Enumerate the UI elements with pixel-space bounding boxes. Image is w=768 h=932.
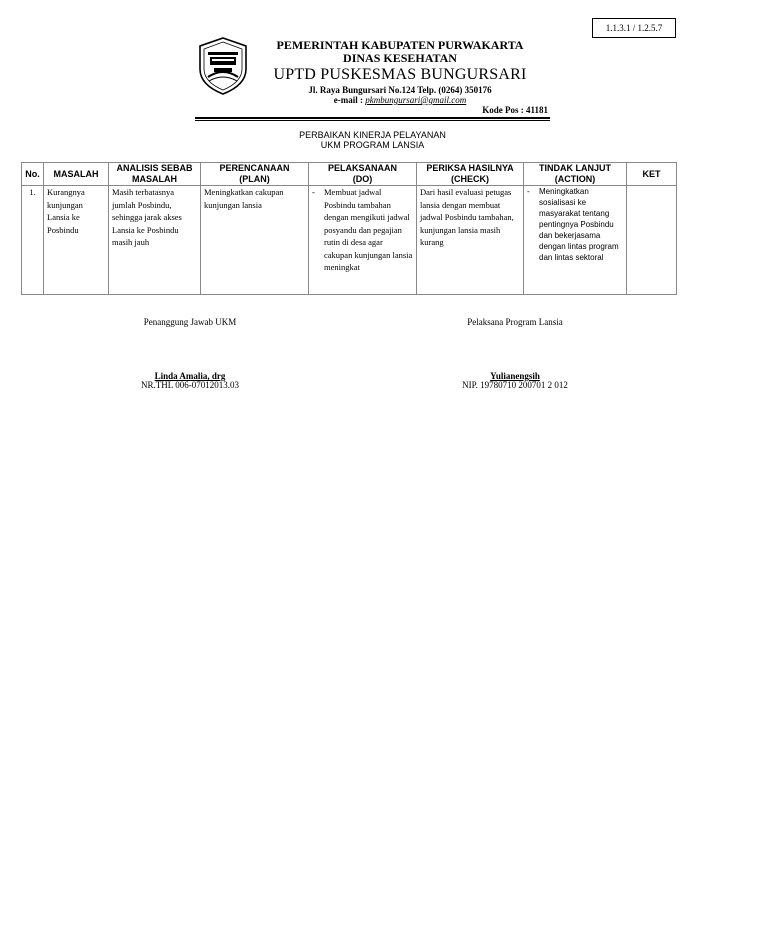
header-perencanaan-label: PERENCANAAN: [219, 163, 290, 173]
header-postal-code: Kode Pos : 41181: [482, 105, 548, 115]
table-header-row: [22, 163, 677, 186]
regency-emblem-icon: [197, 37, 249, 95]
header-analisis: ANALISIS SEBAB MASALAH: [109, 163, 201, 186]
signature-right-id: NIP. 19780710 200701 2 012: [462, 380, 568, 390]
bullet-dash: -: [312, 187, 315, 197]
header-periksa-label: PERIKSA HASILNYA: [426, 163, 514, 173]
header-tindak-sub: (ACTION): [554, 174, 596, 184]
header-divider: [195, 117, 550, 119]
cell-tindak-lanjut: [524, 186, 627, 295]
header-tindak-label: TINDAK LANJUT: [539, 163, 611, 173]
email-link[interactable]: pkmbungursari@gmail.com: [365, 95, 467, 105]
header-pelaksanaan-sub: (DO): [352, 174, 373, 184]
header-perencanaan: [201, 163, 309, 186]
header-pelaksanaan-label: PELAKSANAAN: [327, 163, 397, 173]
pdca-table: [21, 162, 677, 295]
cell-ket: [627, 186, 677, 295]
signature-right-role: Pelaksana Program Lansia: [467, 317, 563, 327]
header-periksa-sub: (CHECK): [451, 174, 489, 184]
header-no: No.: [22, 163, 44, 186]
document-title: PERBAIKAN KINERJA PELAYANAN: [299, 130, 446, 140]
table-row: [22, 186, 677, 295]
tindak-text: Meningkatkan sosialisasi ke masyarakat tentang pentingnya Posbindu dan bekerjasama dengan lintas program dan lintas sektoral: [539, 187, 619, 262]
pelaksanaan-text: Membuat jadwal Posbindu tambahan dengan mengikuti jadwal posyandu dan pegajian rutin di desa agar cakupan kunjungan lansia meningkat: [324, 187, 413, 272]
header-government: PEMERINTAH KABUPATEN PURWAKARTA: [276, 38, 524, 52]
header-email-line: [250, 95, 550, 105]
signature-left-role: Penanggung Jawab UKM: [143, 317, 237, 327]
bullet-dash: -: [527, 187, 530, 196]
header-pelaksanaan: [309, 163, 417, 186]
email-label: e-mail :: [333, 95, 363, 105]
header-divider-thin: [195, 120, 550, 121]
header-institution: UPTD PUSKESMAS BUNGURSARI: [273, 66, 527, 83]
cell-perencanaan: Meningkatkan cakupan kunjungan lansia: [201, 186, 309, 295]
header-perencanaan-sub: (PLAN): [239, 174, 270, 184]
cell-periksa: Dari hasil evaluasi petugas lansia dengan membuat jadwal Posbindu tambahan, kunjungan lansia masih kurang: [417, 186, 524, 295]
header-department: DINAS KESEHATAN: [343, 51, 457, 65]
signature-right-name: Yulianengsih: [490, 371, 540, 381]
cell-pelaksanaan: [309, 186, 417, 295]
signature-left-id: NR.THL 006-07012013.03: [141, 380, 239, 390]
header-address: Jl. Raya Bungursari No.124 Telp. (0264) 350176: [308, 85, 492, 95]
document-code: 1.1.3.1 / 1.2.5.7: [592, 18, 676, 38]
signature-left-name: Linda Amalia, drg: [154, 371, 226, 381]
header-ket: KET: [627, 163, 677, 186]
header-tindak-lanjut: [524, 163, 627, 186]
document-subtitle: UKM PROGRAM LANSIA: [320, 140, 425, 150]
cell-no: 1.: [22, 186, 44, 295]
cell-analisis: Masih terbatasnya jumlah Posbindu, sehingga jarak akses Lansia ke Posbindu masih jauh: [109, 186, 201, 295]
header-masalah: MASALAH: [44, 163, 109, 186]
header-periksa: [417, 163, 524, 186]
cell-masalah: Kurangnya kunjungan Lansia ke Posbindu: [44, 186, 109, 295]
